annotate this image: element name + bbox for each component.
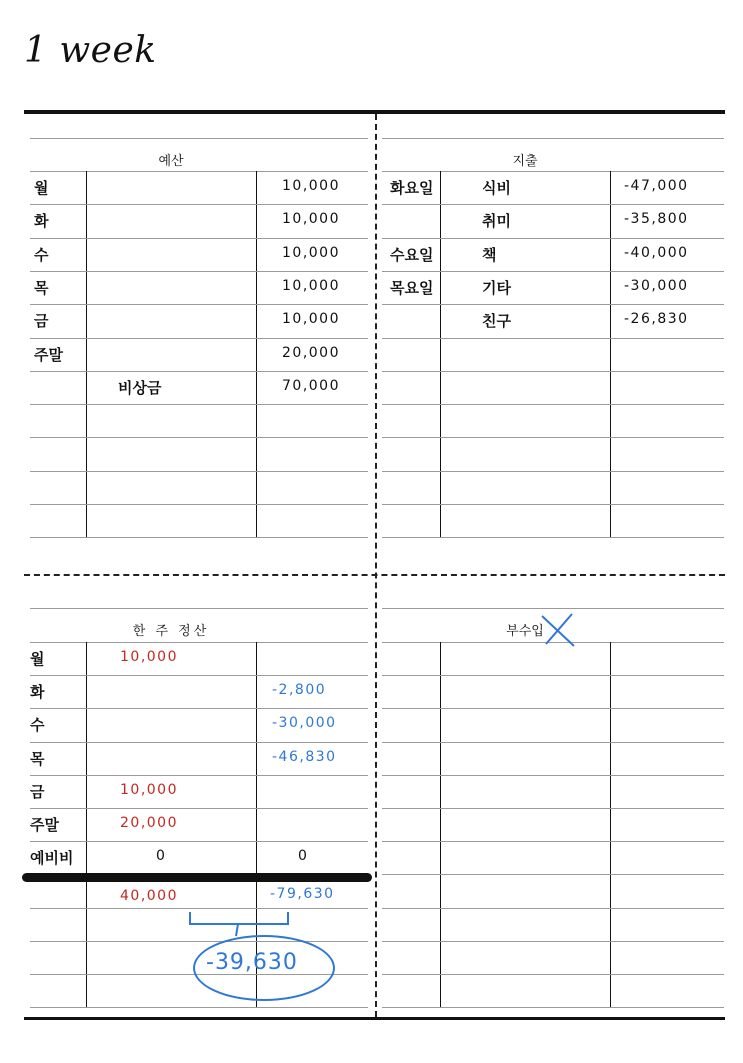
spending-day-label: 목요일 bbox=[390, 278, 434, 297]
budget-note: 비상금 bbox=[118, 378, 162, 397]
row-line bbox=[382, 1007, 724, 1008]
spending-amount: -47,000 bbox=[624, 178, 689, 194]
spending-amount: -30,000 bbox=[624, 277, 689, 294]
row-line bbox=[382, 371, 724, 372]
row-line bbox=[30, 941, 368, 942]
budget-amount: 20,000 bbox=[282, 344, 340, 361]
spending-amount: -35,800 bbox=[624, 211, 689, 228]
spending-item: 친구 bbox=[482, 312, 511, 331]
budget-col-line bbox=[256, 171, 257, 537]
budget-day-label: 화 bbox=[34, 212, 49, 231]
spending-item: 식비 bbox=[482, 179, 511, 197]
spending-heading: 지출 bbox=[512, 154, 538, 169]
row-line bbox=[30, 404, 368, 405]
spending-day-label: 수요일 bbox=[390, 245, 434, 264]
row-line bbox=[30, 675, 368, 676]
row-line bbox=[30, 204, 368, 205]
weekly-day-label: 예비비 bbox=[30, 849, 74, 868]
weekly-plus-amount: 20,000 bbox=[120, 815, 178, 831]
total-minus: -79,630 bbox=[270, 886, 335, 902]
row-line bbox=[382, 504, 724, 505]
row-line bbox=[30, 504, 368, 505]
bottom-rule bbox=[24, 1017, 725, 1020]
row-line bbox=[382, 338, 724, 339]
row-line bbox=[30, 371, 368, 372]
weekly-day-label: 화 bbox=[30, 683, 45, 702]
row-line bbox=[30, 841, 368, 842]
budget-amount: 10,000 bbox=[282, 311, 340, 328]
weekly-minus-amount: -46,830 bbox=[272, 748, 337, 765]
row-line bbox=[30, 537, 368, 538]
weekly-day-label: 수 bbox=[30, 716, 45, 735]
row-line bbox=[382, 304, 724, 305]
bracket-mark bbox=[180, 908, 300, 938]
extra-heading: 부수입 bbox=[506, 624, 544, 639]
budget-day-label: 수 bbox=[34, 245, 49, 264]
row-line bbox=[382, 974, 724, 975]
budget-rule bbox=[30, 138, 368, 139]
budget-heading: 예산 bbox=[158, 154, 184, 169]
weekly-plus-amount: 10,000 bbox=[120, 649, 178, 665]
row-line bbox=[382, 204, 724, 205]
extra-col-line bbox=[440, 642, 441, 1007]
budget-day-label: 주말 bbox=[34, 345, 63, 364]
weekly-rule bbox=[30, 642, 368, 643]
weekly-plus-amount: 0 bbox=[156, 848, 167, 865]
budget-day-label: 월 bbox=[34, 179, 49, 197]
weekly-heading: 한 주 정산 bbox=[132, 624, 210, 639]
middle-divider bbox=[24, 574, 725, 576]
weekly-minus-amount: -30,000 bbox=[272, 715, 337, 732]
page-title: 1 week bbox=[24, 30, 157, 71]
extra-rule bbox=[382, 608, 724, 609]
row-line bbox=[382, 537, 724, 538]
row-line bbox=[382, 874, 724, 875]
row-line bbox=[30, 437, 368, 438]
weekly-minus-amount: 0 bbox=[298, 848, 309, 865]
weekly-col-line bbox=[86, 642, 87, 1007]
row-line bbox=[30, 271, 368, 272]
row-line bbox=[30, 742, 368, 743]
row-line bbox=[30, 338, 368, 339]
extra-col-line bbox=[610, 642, 611, 1007]
spending-col-line bbox=[610, 171, 611, 537]
weekly-day-label: 금 bbox=[30, 782, 45, 801]
weekly-minus-amount: -2,800 bbox=[272, 682, 327, 699]
row-line bbox=[382, 841, 724, 842]
budget-day-label: 목 bbox=[34, 278, 49, 297]
row-line bbox=[382, 742, 724, 743]
total-marker-line bbox=[22, 873, 372, 882]
spending-col-line bbox=[440, 171, 441, 537]
budget-amount: 70,000 bbox=[282, 377, 340, 394]
budget-rule bbox=[30, 171, 368, 172]
budget-day-label: 금 bbox=[34, 312, 49, 331]
row-line bbox=[30, 304, 368, 305]
row-line bbox=[382, 271, 724, 272]
row-line bbox=[30, 471, 368, 472]
row-line bbox=[30, 1007, 368, 1008]
spending-day-label: 화요일 bbox=[390, 179, 434, 197]
net-total: -39,630 bbox=[206, 950, 298, 975]
spending-amount: -26,830 bbox=[624, 311, 689, 328]
weekly-day-label: 주말 bbox=[30, 816, 59, 834]
weekly-plus-amount: 10,000 bbox=[120, 781, 178, 798]
spending-item: 취미 bbox=[482, 212, 511, 231]
budget-amount: 10,000 bbox=[282, 178, 340, 194]
weekly-day-label: 목 bbox=[30, 749, 45, 768]
row-line bbox=[382, 775, 724, 776]
spending-rule bbox=[382, 138, 724, 139]
row-line bbox=[382, 471, 724, 472]
spending-rule bbox=[382, 171, 724, 172]
spending-item: 기타 bbox=[482, 278, 511, 297]
center-divider bbox=[375, 114, 377, 1017]
row-line bbox=[30, 238, 368, 239]
row-line bbox=[30, 808, 368, 809]
budget-col-line bbox=[86, 171, 87, 537]
cross-out-icon bbox=[538, 610, 578, 650]
row-line bbox=[382, 708, 724, 709]
row-line bbox=[382, 675, 724, 676]
row-line bbox=[382, 404, 724, 405]
budget-amount: 10,000 bbox=[282, 211, 340, 228]
row-line bbox=[382, 808, 724, 809]
row-line bbox=[382, 238, 724, 239]
weekly-rule bbox=[30, 608, 368, 609]
row-line bbox=[382, 941, 724, 942]
budget-amount: 10,000 bbox=[282, 277, 340, 294]
total-plus: 40,000 bbox=[120, 888, 178, 904]
row-line bbox=[382, 437, 724, 438]
spending-item: 책 bbox=[482, 245, 497, 264]
spending-amount: -40,000 bbox=[624, 244, 689, 261]
row-line bbox=[30, 708, 368, 709]
row-line bbox=[382, 908, 724, 909]
row-line bbox=[30, 775, 368, 776]
budget-amount: 10,000 bbox=[282, 244, 340, 261]
weekly-day-label: 월 bbox=[30, 650, 45, 668]
